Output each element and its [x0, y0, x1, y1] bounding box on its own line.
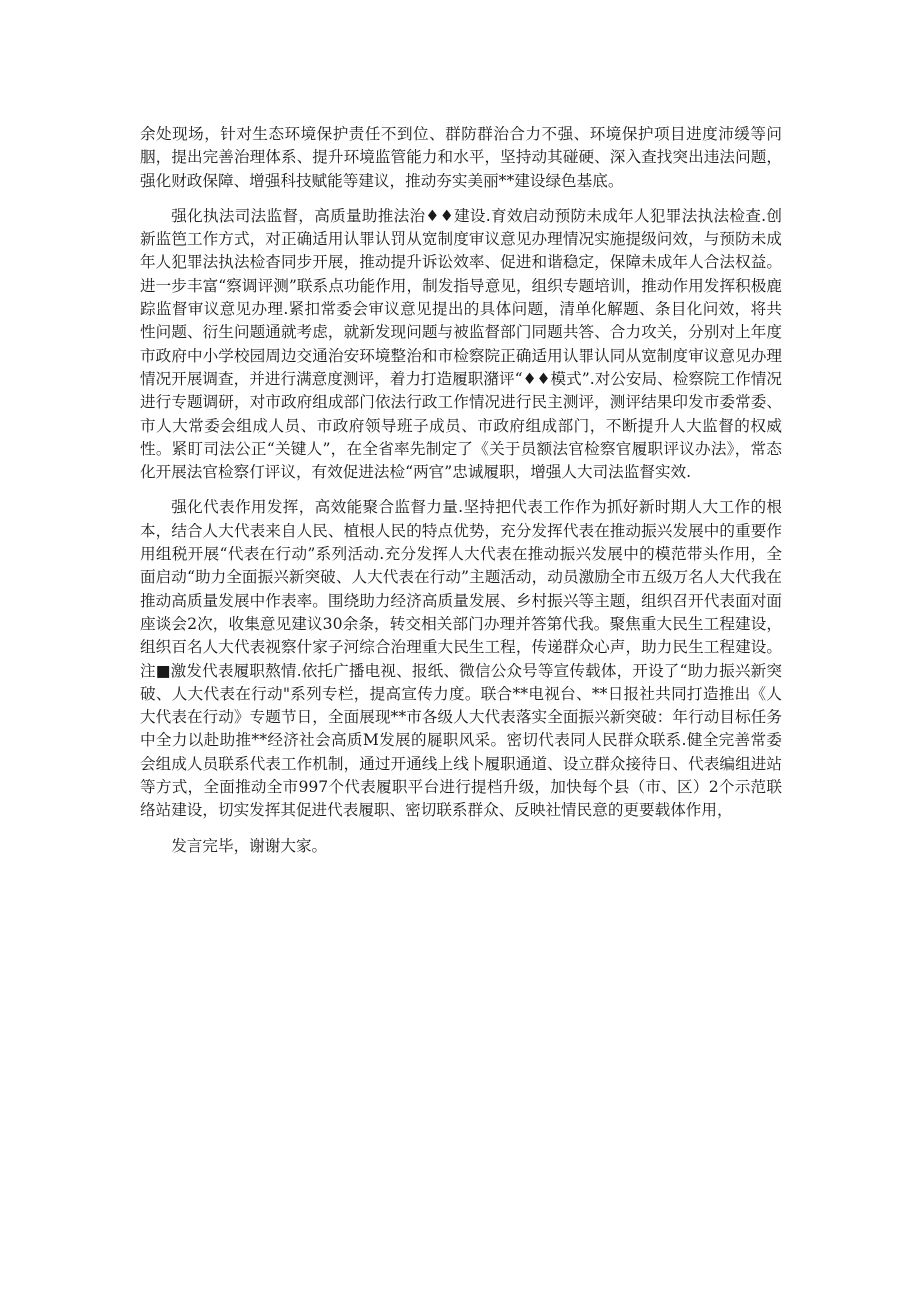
paragraph-deputy-role: 强化代表作用发挥，高效能聚合监督力量.坚持把代表工作作为抓好新时期人大工作的根本，结合人大代表来自人民、植根人民的特点优势，充分发挥代表在推动振兴发展中的重要作用组税开展“代表在行动”系列活动.充分发挥人大代表在推动振兴发展中的模范带头作用，全面启动“助力全面振兴新突破、人大代表在行动”主题活动，动员激励全市五级万名人大代我在推动高质量发展中作表率。围绕助力经济高质量发展、乡村振兴等主题，组织召开代表面对面座谈会2次，收集意见建议30余条，转交相关部门办理并答第代我。聚焦重大民生工程建设，组织百名人大代表视察什家子河综合治理重大民生工程，传递群众心声，助力民生工程建设。注■激发代表履职熬情.依托广播电视、报纸、微信公众号等宣传载体，开设了“助力振兴新突破、人大代表在行动"系列专栏，提高宣传力度。联合**电视台、**日报社共同打造推出《人大代表在行动》专题节日，全面展现**市各级人大代表落实全面振兴新突破：年行动目标任务中全力以赴助推**经济社会高质M发展的屣职风采。密切代表同人民群众联系.健全完善常委会组成人员联系代表工作机制，通过开通线上线卜履职通道、设立群众接待日、代表编组进站等方式，全面推动全市997个代表履职平台进行提档升级，加快每个县（市、区）2个示范联络站建设，切实发挥其促进代表履职、密切联系群众、反映社情民意的更要载体作用，	[140, 498, 782, 820]
paragraph-judicial-supervision: 强化执法司法监督，高质量助推法治♦♦建设.育效启动预防未成年人犯罪法执法检查.创新监笆工作方式，对正确适用认罪认罚从宽制度审议意见办理情况实施提级问效，与预防未成年人犯罪法执法检杳同步开展，推动提升诉讼效率、促进和谐稳定，保障未成年人合法权益。进一步丰富“察调评测”联系点功能作用，制发指导意见，组织专题培训，推动作用发挥积极鹿踪监督审议意见办理.紧扣常委会审议意见提出的具体问题，清单化解题、条目化问效，将共性问题、衍生问题通就考虑，就新发现问题与被监督部门同题共答、合力攻关，分别对上年度市政府中小学校园周边交通治安环境整治和市检察院正确适用认罪认同从宽制度审议意见办理情况开展调查，并进行满意度测评，着力打造履职潴评“♦♦模式”.对公安局、检察院工作情况进行专题调研，对市政府组成部门依法行政工作情况进行民主测评，测评结果印发市委常委、市人大常委会组成人员、市政府领导班子成员、市政府组成部门，不断提升人大监督的权威性。紧盯司法公正“关键人”，在全省率先制定了《关于员额法官检察官履职评议办法》，常态化开展法官检察仃评议，有效促进法检“两官”忠诚履职，增强人大司法监督实效.	[140, 206, 782, 482]
paragraph-closing-remarks: 发言完毕，谢谢大家。	[171, 836, 328, 855]
paragraph-environment-continuation: 余处现场，针对生态环境保护责任不到位、群防群治合力不强、环境保护项目进度沛缓等问胭，提出完善治理体系、提升环境监管能力和水平，坚持动其碰硬、深入查找突出违法问题，强化财政保障、增强科技赋能等建议，推动夯实美丽**建设绿色基底。	[140, 125, 782, 190]
document-body	[140, 123, 782, 870]
